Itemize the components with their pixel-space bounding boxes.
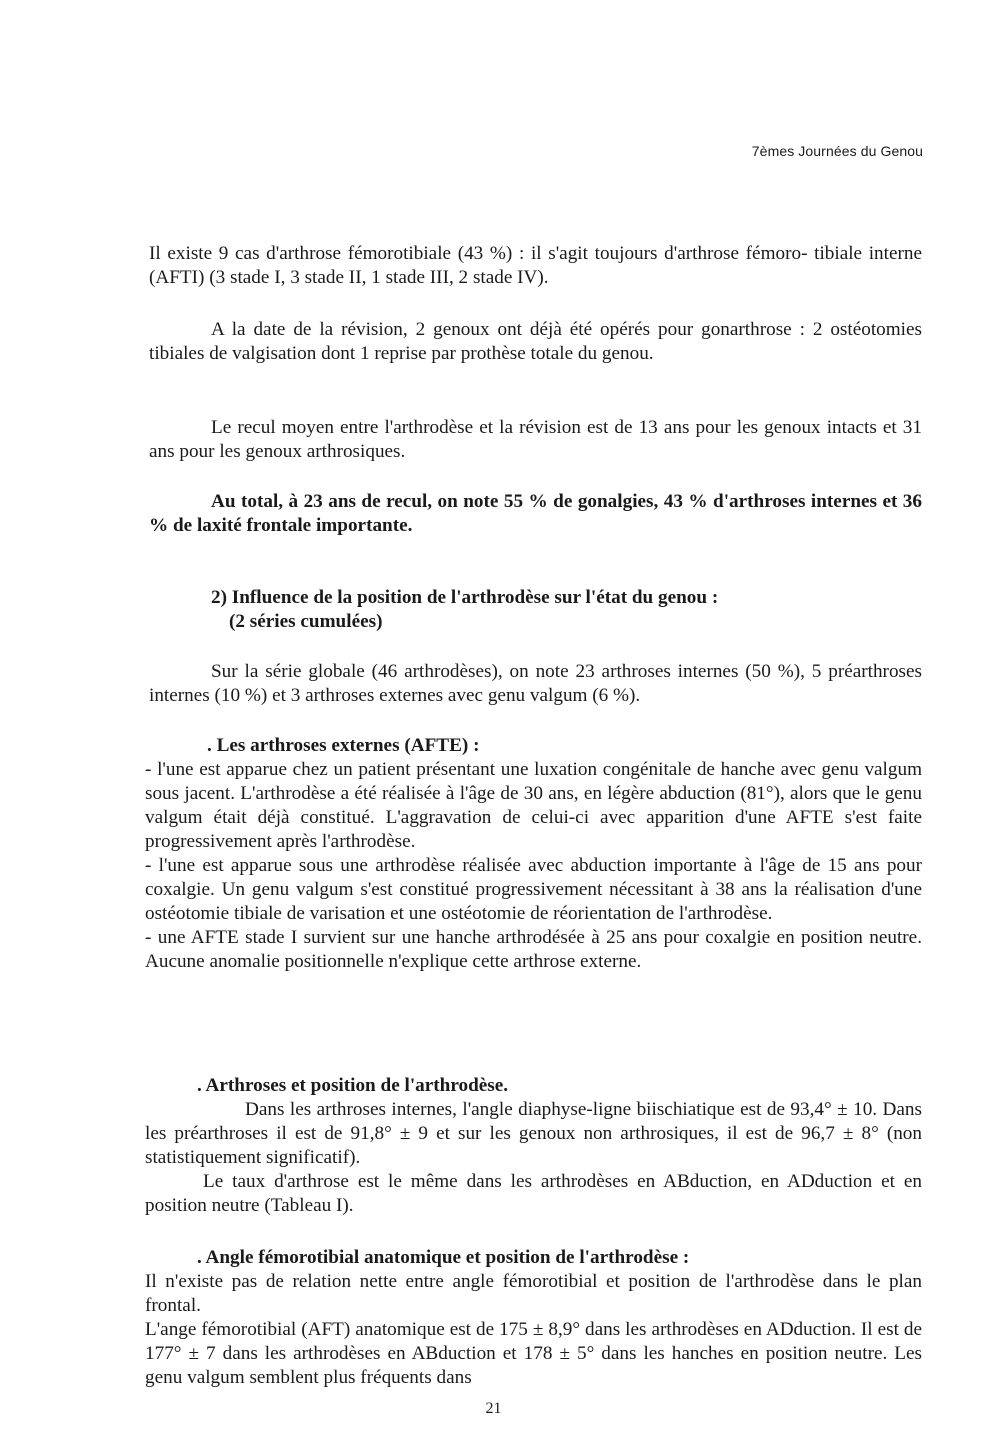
subsection-arthroses-position: . Arthroses et position de l'arthrodèse. Dans les arthroses internes, l'angle diaphyse-ligne biischiatique est de 93,4° ± 10. Dans les préarthroses il est de 91,8° ± 9 et sur les genoux non arthrosiques, il est de 96,7 ± 8° (non statistiquement significatif). Le taux d'arthrose est le même dans les arthrodèses en ABduction, en ADduction et en position neutre (Tableau I). xyxy=(145,1075,922,1216)
list-item: - l'une est apparue sous une arthrodèse réalisée avec abduction importante à l'âge de 15 ans pour coxalgie. Un genu valgum s'est constitué progressivement nécessitant à 38 ans la réalisation d'une ostéotomie tibiale de varisation et une ostéotomie de réorientation de l'arthrodèse. xyxy=(145,855,922,924)
running-header: 7èmes Journées du Genou xyxy=(751,143,923,159)
paragraph-revision: A la date de la révision, 2 genoux ont déjà été opérés pour gonarthrose : 2 ostéotomies tibiales de valgisation dont 1 reprise par prothèse totale du genou. xyxy=(149,319,922,364)
subsection-angle-femorotibial: . Angle fémorotibial anatomique et position de l'arthrodèse : Il n'existe pas de relation nette entre angle fémorotibial et position de l'arthrodèse dans le plan frontal. L'ange fémorotibial (AFT) anatomique est de 175 ± 8,9° dans les arthrodèses en ADduction. Il est de 177° ± 7 dans les arthrodèses en ABduction et 178 ± 5° dans les hanches en position neutre. Les genu valgum semblent plus fréquents dans xyxy=(145,1247,922,1388)
section-heading-influence: 2) Influence de la position de l'arthrodèse sur l'état du genou : (2 séries cumulées) xyxy=(211,587,719,632)
subsection-arthroses-externes xyxy=(145,734,922,974)
list-item: - l'une est apparue chez un patient présentant une luxation congénitale de hanche avec genu valgum sous jacent. L'arthrodèse a été réalisée à l'âge de 30 ans, en légère abduction (81°), alors que le genu valgum était déjà constitué. L'aggravation de celui-ci avec apparition d'une AFTE s'est faite progressivement après l'arthrodèse. xyxy=(145,759,922,852)
subsection-title-angle: . Angle fémorotibial anatomique et position de l'arthrodèse : xyxy=(197,1247,690,1268)
paragraph-arthrose-femorotibiale: Il existe 9 cas d'arthrose fémorotibiale (43 %) : il s'agit toujours d'arthrose fémoro- tibiale interne (AFTI) (3 stade I, 3 stade II, 1 stade III, 2 stade IV). xyxy=(149,243,922,288)
page-number: 21 xyxy=(485,1400,502,1417)
subsection-title-afte: . Les arthroses externes (AFTE) : xyxy=(207,735,480,756)
list-item: - une AFTE stade I survient sur une hanche arthrodésée à 25 ans pour coxalgie en position neutre. Aucune anomalie positionnelle n'explique cette arthrose externe. xyxy=(145,927,922,972)
paragraph-total-summary: Au total, à 23 ans de recul, on note 55 % de gonalgies, 43 % d'arthroses internes et 36 % de laxité frontale importante. xyxy=(149,491,922,536)
subsection-title-arthroses-position: . Arthroses et position de l'arthrodèse. xyxy=(197,1075,509,1096)
paragraph-serie-globale: Sur la série globale (46 arthrodèses), on note 23 arthroses internes (50 %), 5 préarthroses internes (10 %) et 3 arthroses externes avec genu valgum (6 %). xyxy=(149,661,922,706)
paragraph-recul-moyen: Le recul moyen entre l'arthrodèse et la révision est de 13 ans pour les genoux intacts et 31 ans pour les genoux arthrosiques. xyxy=(149,417,922,462)
